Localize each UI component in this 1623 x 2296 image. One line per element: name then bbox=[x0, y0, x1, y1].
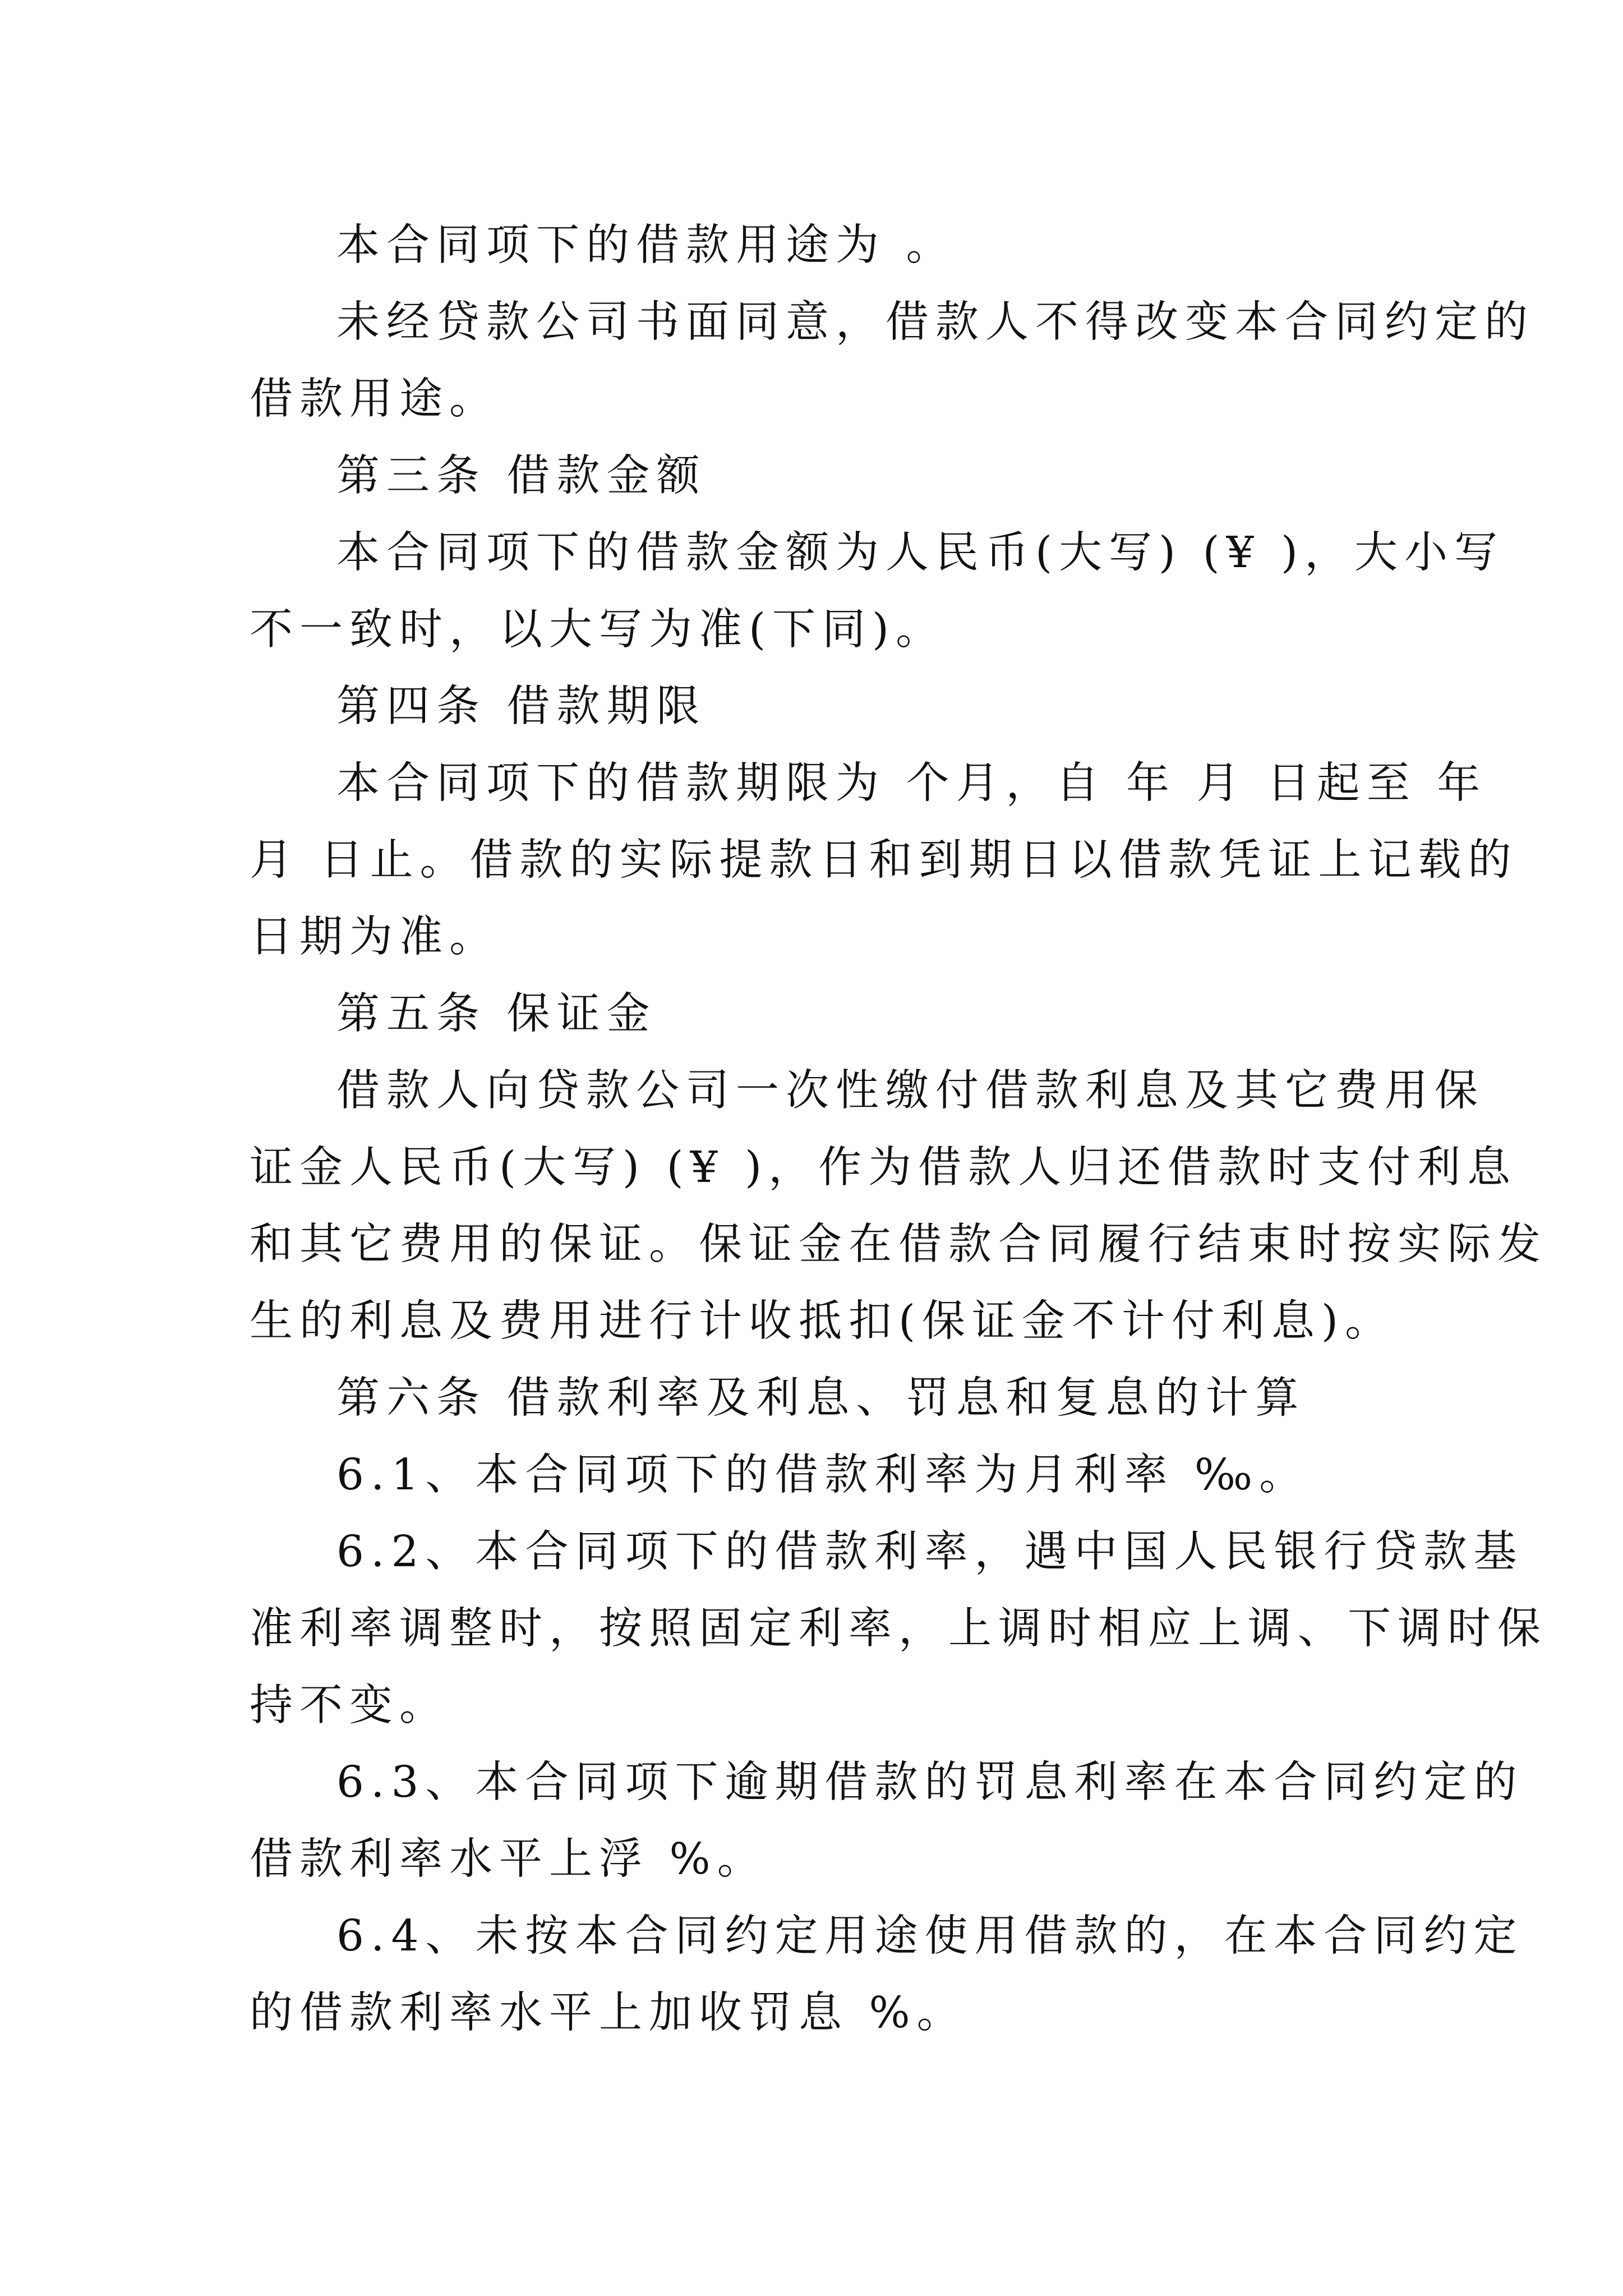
text-line: 证金人民币(大写) (¥ )，作为借款人归还借款时支付利息 bbox=[250, 1143, 1518, 1193]
text-line: 本合同项下的借款金额为人民币(大写) (¥ )，大小写 bbox=[336, 528, 1505, 578]
text-line: 日期为准。 bbox=[250, 912, 499, 962]
text-line: 6.2、本合同项下的借款利率，遇中国人民银行贷款基 bbox=[336, 1527, 1524, 1577]
text-line: 不一致时，以大写为准(下同)。 bbox=[250, 605, 946, 655]
text-line: 本合同项下的借款用途为 。 bbox=[336, 220, 956, 270]
text-line: 未经贷款公司书面同意，借款人不得改变本合同约定的 bbox=[336, 297, 1534, 347]
text-line: 借款人向贷款公司一次性缴付借款利息及其它费用保 bbox=[336, 1066, 1484, 1116]
text-line: 6.1、本合同项下的借款利率为月利率 ‰。 bbox=[336, 1450, 1310, 1500]
text-line: 6.4、未按本合同约定用途使用借款的，在本合同约定 bbox=[336, 1911, 1524, 1961]
text-line: 月 日止。借款的实际提款日和到期日以借款凭证上记载的 bbox=[250, 835, 1518, 885]
section-heading: 第四条 借款期限 bbox=[336, 682, 707, 731]
section-heading: 第六条 借款利率及利息、罚息和复息的计算 bbox=[336, 1373, 1306, 1423]
text-line: 借款利率水平上浮 %。 bbox=[250, 1834, 767, 1884]
section-heading: 第五条 保证金 bbox=[336, 989, 657, 1039]
text-line: 借款用途。 bbox=[250, 374, 499, 424]
text-line: 6.3、本合同项下逾期借款的罚息利率在本合同约定的 bbox=[336, 1757, 1524, 1807]
text-line: 准利率调整时，按照固定利率，上调时相应上调、下调时保 bbox=[250, 1604, 1547, 1654]
section-heading: 第三条 借款金额 bbox=[336, 451, 707, 501]
text-line: 的借款利率水平上加收罚息 %。 bbox=[250, 1988, 967, 2038]
text-line: 本合同项下的借款期限为 个月，自 年 月 日起至 年 bbox=[336, 758, 1487, 808]
text-line: 生的利息及费用进行计收抵扣(保证金不计付利息)。 bbox=[250, 1296, 1395, 1346]
text-line: 和其它费用的保证。保证金在借款合同履行结束时按实际发 bbox=[250, 1220, 1547, 1269]
text-line: 持不变。 bbox=[250, 1681, 449, 1731]
